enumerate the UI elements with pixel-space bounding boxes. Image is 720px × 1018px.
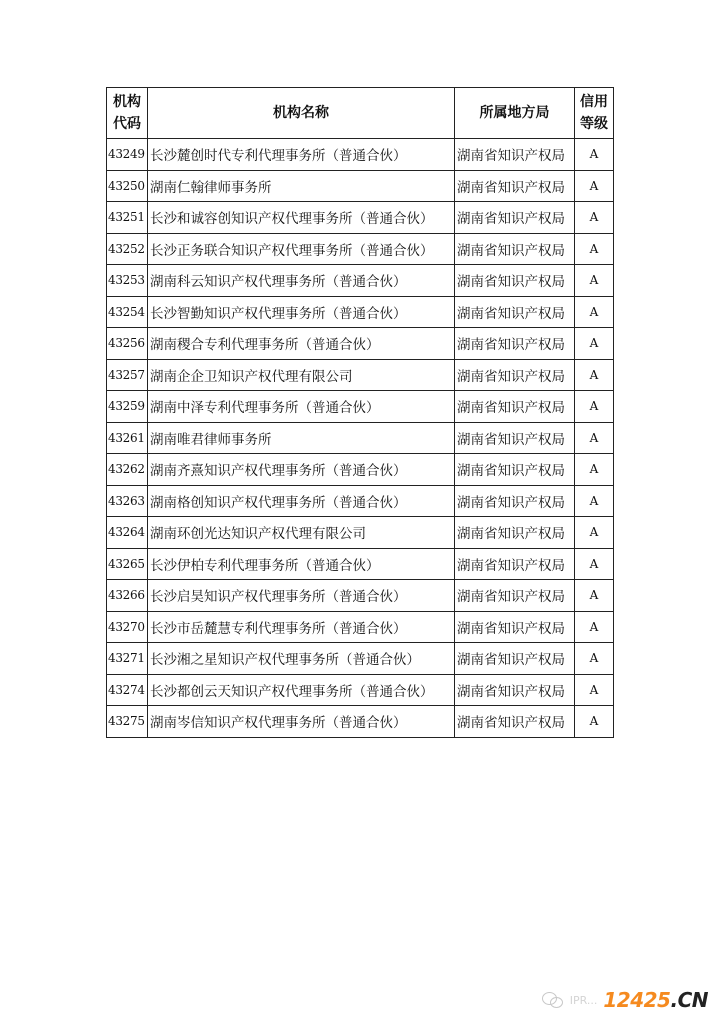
site-watermark bbox=[542, 988, 708, 1012]
bureau-cell: 湖南省知识产权局 bbox=[455, 265, 575, 297]
bureau-cell: 湖南省知识产权局 bbox=[455, 391, 575, 423]
grade-cell: A bbox=[575, 422, 614, 454]
bureau-cell: 湖南省知识产权局 bbox=[455, 485, 575, 517]
agency-credit-table bbox=[106, 87, 614, 738]
code-cell: 43253 bbox=[107, 265, 148, 297]
watermark-site-suffix: .CN bbox=[670, 988, 708, 1012]
table-row bbox=[107, 706, 614, 738]
code-cell: 43265 bbox=[107, 548, 148, 580]
table-row bbox=[107, 454, 614, 486]
table-row bbox=[107, 359, 614, 391]
bureau-cell: 湖南省知识产权局 bbox=[455, 328, 575, 360]
name-cell: 长沙和诚容创知识产权代理事务所（普通合伙） bbox=[148, 202, 455, 234]
table-row bbox=[107, 391, 614, 423]
grade-cell: A bbox=[575, 674, 614, 706]
grade-cell: A bbox=[575, 359, 614, 391]
table-row bbox=[107, 643, 614, 675]
grade-cell: A bbox=[575, 202, 614, 234]
bureau-cell: 湖南省知识产权局 bbox=[455, 580, 575, 612]
name-cell: 湖南唯君律师事务所 bbox=[148, 422, 455, 454]
name-cell: 湖南中泽专利代理事务所（普通合伙） bbox=[148, 391, 455, 423]
table-row bbox=[107, 233, 614, 265]
bureau-cell: 湖南省知识产权局 bbox=[455, 233, 575, 265]
table-row bbox=[107, 485, 614, 517]
name-cell: 长沙正务联合知识产权代理事务所（普通合伙） bbox=[148, 233, 455, 265]
bureau-cell: 湖南省知识产权局 bbox=[455, 296, 575, 328]
grade-cell: A bbox=[575, 517, 614, 549]
name-cell: 湖南科云知识产权代理事务所（普通合伙） bbox=[148, 265, 455, 297]
table-header-row bbox=[107, 88, 614, 139]
watermark-faint-text: IPR... bbox=[569, 993, 598, 1007]
bureau-cell: 湖南省知识产权局 bbox=[455, 422, 575, 454]
bureau-cell: 湖南省知识产权局 bbox=[455, 454, 575, 486]
name-cell: 长沙都创云天知识产权代理事务所（普通合伙） bbox=[148, 674, 455, 706]
name-cell: 长沙启昊知识产权代理事务所（普通合伙） bbox=[148, 580, 455, 612]
table-row bbox=[107, 674, 614, 706]
grade-cell: A bbox=[575, 139, 614, 171]
bureau-cell: 湖南省知识产权局 bbox=[455, 139, 575, 171]
name-cell: 湖南稷合专利代理事务所（普通合伙） bbox=[148, 328, 455, 360]
name-cell: 长沙麓创时代专利代理事务所（普通合伙） bbox=[148, 139, 455, 171]
name-cell: 湖南仁翰律师事务所 bbox=[148, 170, 455, 202]
header-grade: 信用等级 bbox=[575, 88, 614, 139]
code-cell: 43251 bbox=[107, 202, 148, 234]
grade-cell: A bbox=[575, 296, 614, 328]
code-cell: 43264 bbox=[107, 517, 148, 549]
bureau-cell: 湖南省知识产权局 bbox=[455, 517, 575, 549]
table-body bbox=[107, 139, 614, 738]
code-cell: 43252 bbox=[107, 233, 148, 265]
code-cell: 43266 bbox=[107, 580, 148, 612]
code-cell: 43263 bbox=[107, 485, 148, 517]
grade-cell: A bbox=[575, 485, 614, 517]
grade-cell: A bbox=[575, 580, 614, 612]
bureau-cell: 湖南省知识产权局 bbox=[455, 548, 575, 580]
grade-cell: A bbox=[575, 706, 614, 738]
table-row bbox=[107, 422, 614, 454]
grade-cell: A bbox=[575, 611, 614, 643]
grade-cell: A bbox=[575, 548, 614, 580]
table-row bbox=[107, 265, 614, 297]
name-cell: 湖南环创光达知识产权代理有限公司 bbox=[148, 517, 455, 549]
name-cell: 长沙湘之星知识产权代理事务所（普通合伙） bbox=[148, 643, 455, 675]
code-cell: 43275 bbox=[107, 706, 148, 738]
table-row bbox=[107, 517, 614, 549]
grade-cell: A bbox=[575, 265, 614, 297]
bureau-cell: 湖南省知识产权局 bbox=[455, 706, 575, 738]
code-cell: 43256 bbox=[107, 328, 148, 360]
watermark-site bbox=[603, 988, 708, 1012]
bureau-cell: 湖南省知识产权局 bbox=[455, 202, 575, 234]
table-row bbox=[107, 170, 614, 202]
table-row bbox=[107, 202, 614, 234]
watermark-site-number: 12425 bbox=[603, 988, 671, 1012]
code-cell: 43249 bbox=[107, 139, 148, 171]
wechat-icon bbox=[542, 991, 564, 1009]
name-cell: 湖南格创知识产权代理事务所（普通合伙） bbox=[148, 485, 455, 517]
grade-cell: A bbox=[575, 643, 614, 675]
table-row bbox=[107, 611, 614, 643]
bureau-cell: 湖南省知识产权局 bbox=[455, 170, 575, 202]
bureau-cell: 湖南省知识产权局 bbox=[455, 674, 575, 706]
header-code: 机构代码 bbox=[107, 88, 148, 139]
code-cell: 43254 bbox=[107, 296, 148, 328]
name-cell: 长沙智勤知识产权代理事务所（普通合伙） bbox=[148, 296, 455, 328]
table-row bbox=[107, 328, 614, 360]
code-cell: 43257 bbox=[107, 359, 148, 391]
grade-cell: A bbox=[575, 170, 614, 202]
header-name: 机构名称 bbox=[148, 88, 455, 139]
bureau-cell: 湖南省知识产权局 bbox=[455, 643, 575, 675]
code-cell: 43262 bbox=[107, 454, 148, 486]
bureau-cell: 湖南省知识产权局 bbox=[455, 359, 575, 391]
name-cell: 湖南企企卫知识产权代理有限公司 bbox=[148, 359, 455, 391]
grade-cell: A bbox=[575, 391, 614, 423]
code-cell: 43274 bbox=[107, 674, 148, 706]
name-cell: 长沙市岳麓慧专利代理事务所（普通合伙） bbox=[148, 611, 455, 643]
code-cell: 43270 bbox=[107, 611, 148, 643]
table-row bbox=[107, 580, 614, 612]
code-cell: 43261 bbox=[107, 422, 148, 454]
name-cell: 湖南岑信知识产权代理事务所（普通合伙） bbox=[148, 706, 455, 738]
code-cell: 43271 bbox=[107, 643, 148, 675]
table-row bbox=[107, 139, 614, 171]
name-cell: 湖南齐熹知识产权代理事务所（普通合伙） bbox=[148, 454, 455, 486]
grade-cell: A bbox=[575, 233, 614, 265]
table-row bbox=[107, 548, 614, 580]
table-row bbox=[107, 296, 614, 328]
name-cell: 长沙伊柏专利代理事务所（普通合伙） bbox=[148, 548, 455, 580]
grade-cell: A bbox=[575, 328, 614, 360]
grade-cell: A bbox=[575, 454, 614, 486]
code-cell: 43259 bbox=[107, 391, 148, 423]
bureau-cell: 湖南省知识产权局 bbox=[455, 611, 575, 643]
code-cell: 43250 bbox=[107, 170, 148, 202]
header-bureau: 所属地方局 bbox=[455, 88, 575, 139]
